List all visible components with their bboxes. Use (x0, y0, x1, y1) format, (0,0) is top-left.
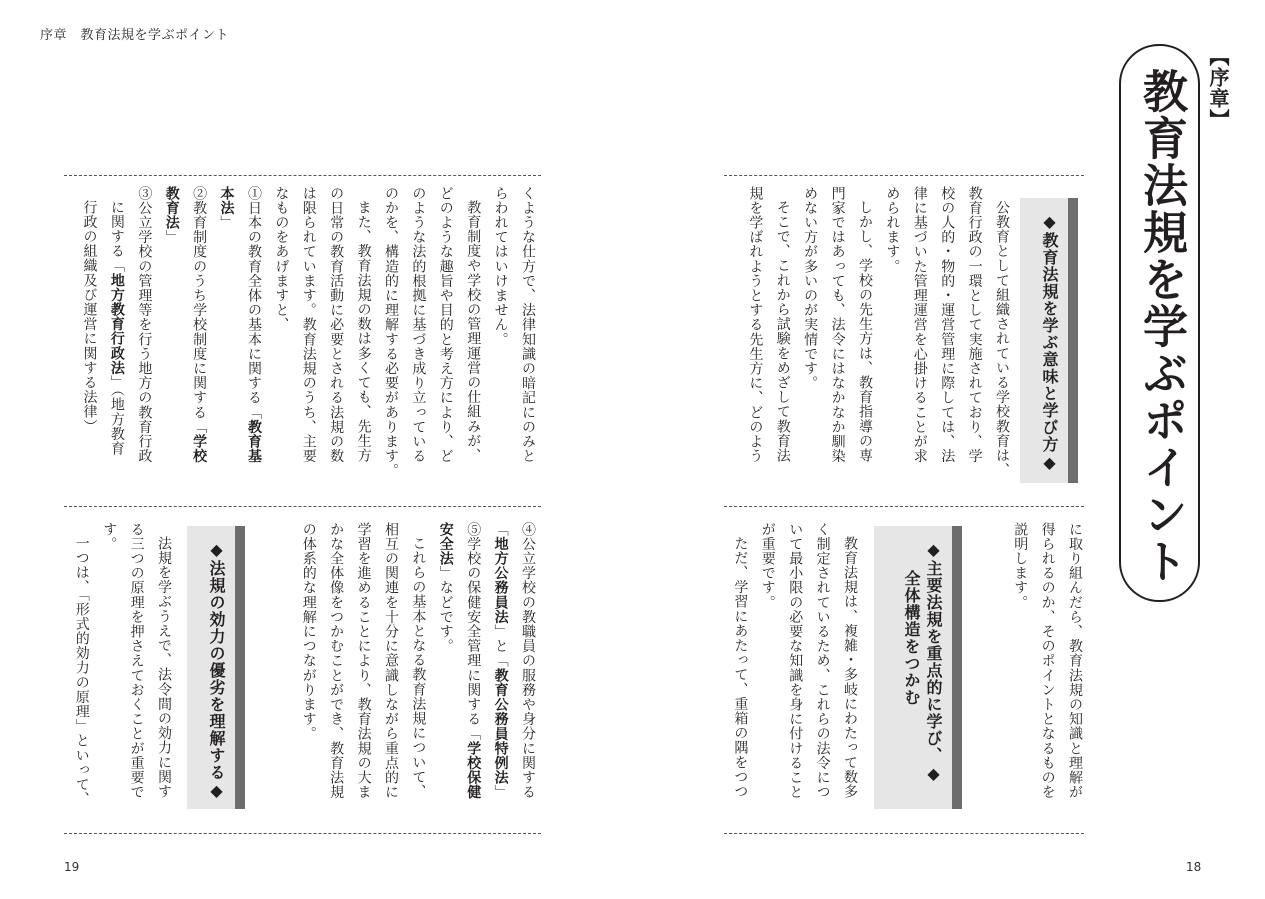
heading-accent-bar (952, 526, 962, 809)
list-item-text: に関する「 (108, 200, 125, 273)
paragraph-line: の日常の教育活動に必要とされる法規の数 (328, 186, 345, 464)
paragraph-line: ただ、学習にあたって、重箱の隅をつつ (732, 536, 749, 799)
section-heading-legal-effect (187, 526, 235, 809)
paragraph-line: 教育行政の一環として実施されており、学 (966, 186, 983, 464)
divider-rule (724, 506, 1084, 507)
heading-accent-bar (1068, 198, 1078, 483)
paragraph-line: 門家ではあっても、法令にはなかなか馴染 (829, 186, 846, 464)
paragraph-line: くような仕方で、法律知識の暗記にのみと (520, 186, 536, 464)
law-name: 安全法 (437, 522, 454, 566)
paragraph-line: 規を学ばれようとする先生方に、どのよう (747, 186, 764, 464)
list-item: ③公立学校の管理等を行う地方の教育行政 (136, 186, 153, 464)
law-name: 学校保健 (465, 741, 482, 800)
chapter-title-box (1119, 44, 1200, 602)
body-text-left-top (57, 186, 541, 496)
body-text-legal-effect (57, 522, 177, 822)
page-number-left: 19 (64, 860, 80, 874)
chapter-title: 教育法規を学ぶポイント (1135, 68, 1188, 585)
body-text-right-top (727, 186, 1015, 496)
list-item-text: ①日本の教育全体の基本に関する「 (245, 186, 262, 420)
divider-rule (724, 833, 1084, 834)
paragraph-line: 得られるのか、そのポイントとなるものを (1039, 522, 1056, 800)
law-name: 教育基 (245, 419, 262, 464)
list-item-text: 」（地方教育 (108, 375, 125, 456)
paragraph-line: めない方が多いのが実情です。 (802, 186, 819, 391)
paragraph-line: なものをあげますと、 (273, 186, 290, 332)
list-item: 行政の組織及び運営に関する法律） (81, 200, 98, 434)
paragraph-line: 一つは、「形式的効力の原理」といって、 (73, 536, 90, 807)
paragraph-line: が重要です。 (759, 522, 776, 610)
paragraph-line: また、教育法規の数は多くても、先生方 (355, 200, 372, 463)
section-heading-text: 全体構造をつかむ (902, 570, 921, 706)
list-item-text: ②教育制度のうち学校制度に関する「 (191, 186, 208, 435)
paragraph-line: 教育法規は、複雑・多岐にわたって数多 (842, 536, 858, 799)
paragraph-line: められます。 (884, 186, 901, 274)
paragraph-line: 学習を進めることにより、教育法規の大ま (355, 522, 372, 800)
list-item (240, 186, 267, 496)
list-item-text: 「 (492, 522, 509, 537)
law-name: 教育公務員特例法 (492, 668, 509, 785)
law-name: 地方教育行政法 (108, 273, 125, 376)
paragraph-line: 相互の関連を十分に意識しながら重点的に (382, 522, 399, 800)
list-item (103, 186, 130, 496)
divider-rule (64, 506, 541, 507)
paragraph-line: のような法的根拠に基づき成り立っている (410, 186, 427, 464)
paragraph-line: らわれてはいけません。 (492, 186, 509, 347)
law-name: 本法 (218, 186, 235, 216)
list-item (486, 522, 513, 822)
list-item-text: ⑤学校の保健安全管理に関する「 (465, 522, 482, 741)
divider-rule (64, 175, 541, 176)
paragraph-line: る三つの原理を押さえておくことが重要で (128, 522, 145, 800)
paragraph-line: どのような趣旨や目的と考え方により、ど (437, 186, 454, 464)
list-item-text: 」と「 (492, 624, 509, 669)
paragraph-line: 教育制度や学校の管理運営の仕組みが、 (465, 200, 482, 463)
body-text-left-bottom (285, 522, 541, 822)
list-item-text: 」 (163, 229, 180, 245)
list-item (185, 186, 212, 496)
paragraph-line: す。 (101, 522, 118, 552)
list-item-text: 」 (218, 215, 235, 230)
paragraph-line: 法規を学ぶうえで、法令間の効力に関す (156, 536, 172, 799)
section-heading-text: ◆教育法規を学ぶ意味と学び方◆ (1040, 212, 1059, 473)
list-item-text: 」 (492, 784, 509, 800)
law-name: 学校 (191, 434, 208, 464)
heading-accent-bar (235, 526, 245, 809)
paragraph-line: に取り組んだら、教育法規の知識と理解が (1067, 522, 1083, 800)
paragraph-line: 校の人的・物的・運営管理に際しては、法 (939, 186, 956, 464)
paragraph-line: いて最小限の必要な知識を身に付けること (787, 522, 804, 800)
list-item (212, 186, 239, 496)
body-text-key-laws (718, 522, 863, 822)
paragraph-line: かな全体像をつかむことができ、教育法規 (328, 522, 345, 800)
paragraph-line: は限られています。教育法規のうち、主要 (300, 186, 317, 464)
list-item (157, 186, 184, 496)
paragraph-line: 律に基づいた管理運営を心掛けることが求 (911, 186, 928, 464)
law-name: 地方公務員法 (492, 536, 509, 625)
paragraph-line: そこで、これから試験をめざして教育法 (774, 200, 791, 463)
running-head: 序章 教育法規を学ぶポイント (40, 28, 230, 43)
chapter-tag: 【序章】 (1206, 46, 1230, 130)
paragraph-line: 公教育として組織されている学校教育は、 (994, 200, 1010, 478)
law-name: 教育法 (163, 186, 180, 230)
list-item (459, 522, 486, 822)
divider-rule (64, 833, 541, 834)
body-text-right-bottom-cont (1003, 522, 1088, 822)
list-item-text: 」などです。 (437, 565, 454, 654)
paragraph-line: しかし、学校の先生方は、教育指導の専 (856, 200, 873, 463)
section-heading-text: ◆主要法規を重点的に学び、◆ (924, 540, 943, 784)
paragraph-line: の体系的な理解につながります。 (300, 522, 317, 741)
section-heading-meaning (1020, 198, 1068, 483)
section-heading-text: ◆法規の効力の優劣を理解する◆ (207, 540, 226, 801)
page-number-right: 18 (1186, 860, 1202, 874)
list-item (431, 522, 458, 822)
list-item: ④公立学校の教職員の服務や身分に関する (520, 522, 536, 800)
paragraph-line: く制定されているため、これらの法令につ (814, 522, 831, 800)
paragraph-line: これらの基本となる教育法規について、 (410, 536, 427, 799)
paragraph-line: 説明します。 (1012, 522, 1029, 610)
divider-rule (724, 175, 1084, 176)
paragraph-line: のかを、構造的に理解する必要があります。 (382, 186, 399, 478)
section-heading-key-laws (874, 526, 952, 809)
